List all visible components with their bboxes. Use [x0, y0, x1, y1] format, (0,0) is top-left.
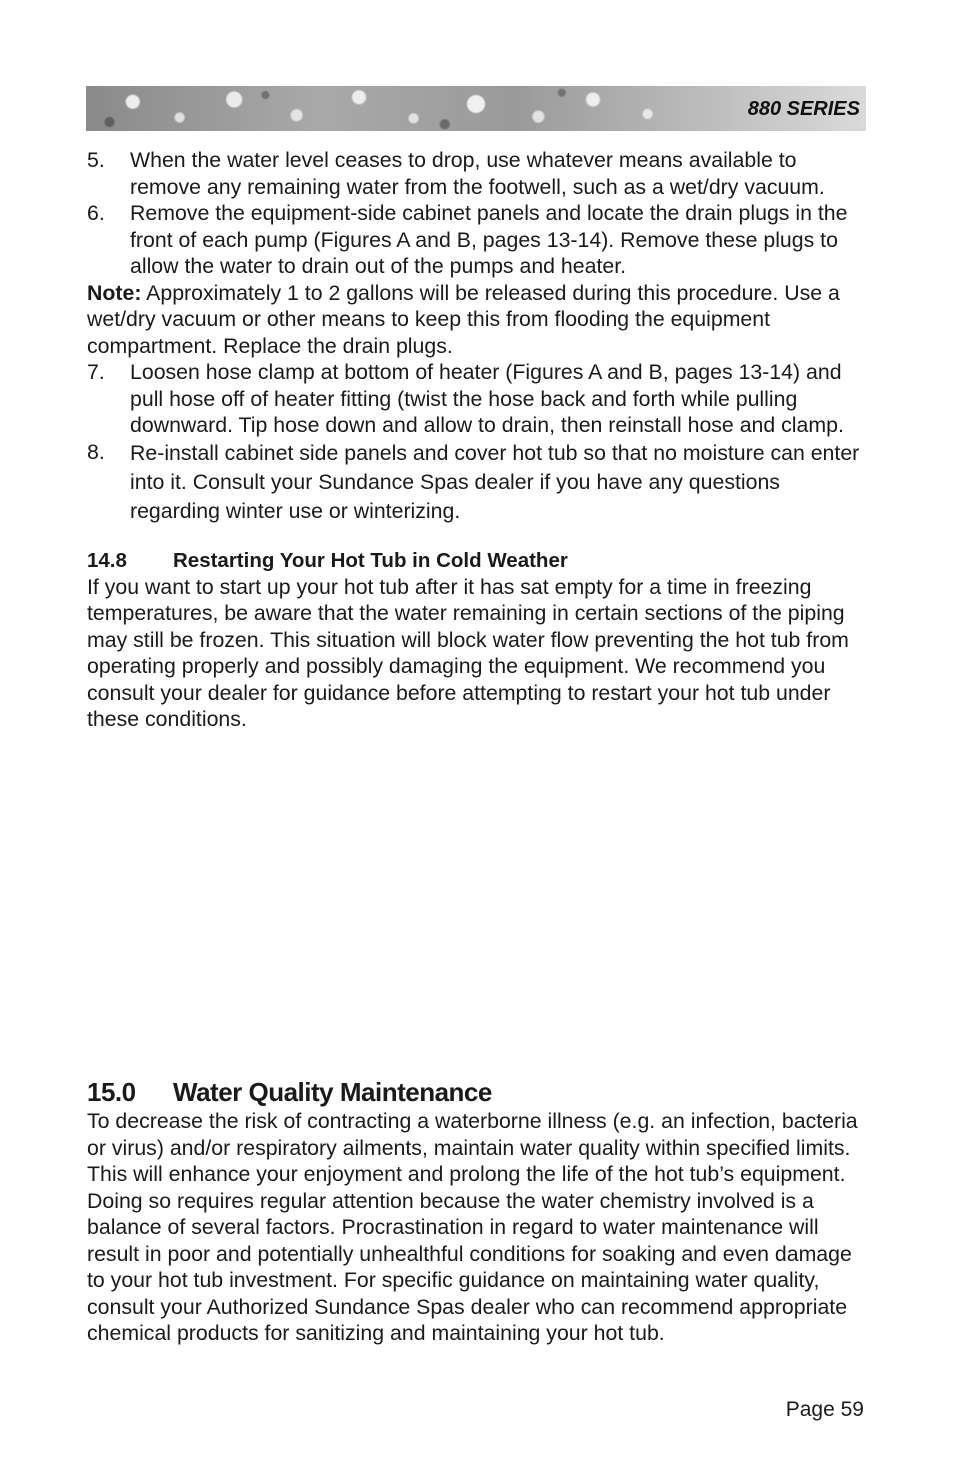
section-15-0 [87, 1076, 867, 1347]
section-heading-14-8 [87, 548, 867, 574]
list-item [87, 147, 867, 200]
list-number: 8. [87, 439, 105, 464]
list-item [87, 359, 867, 439]
list-text: Loosen hose clamp at bottom of heater (Figures A and B, pages 13-14) and pull hose off of heater fitting (twist the hose back and forth while pulling downward. Tip hose down and allow to drain, then reinstall hose and clamp. [130, 360, 844, 437]
main-content [87, 147, 867, 733]
note-paragraph [87, 280, 867, 360]
list-item [87, 200, 867, 280]
section-number: 15.0 [87, 1077, 136, 1107]
note-label: Note: [87, 280, 142, 305]
section-heading-15-0 [87, 1076, 867, 1108]
list-number: 5. [87, 148, 105, 172]
section-title: Restarting Your Hot Tub in Cold Weather [173, 548, 568, 572]
series-title: 880 SERIES [747, 98, 860, 120]
header-banner [86, 86, 866, 131]
note-text: Approximately 1 to 2 gallons will be released during this procedure. Use a wet/dry vacuum or other means to keep this from flooding the equipment compartment. Replace the drain plugs. [87, 280, 840, 358]
page-number: Page 59 [785, 1398, 864, 1421]
list-number: 6. [87, 201, 105, 225]
list-text: Remove the equipment-side cabinet panels and locate the drain plugs in the front of each pump (Figures A and B, pages 13-14). Remove these plugs to allow the water to drain out of the pumps and heater. [130, 201, 848, 278]
section-body: To decrease the risk of contracting a waterborne illness (e.g. an infection, bacteria or virus) and/or respiratory ailments, maintain water quality within specified limits. This will enhance your enjoyment and prolong the life of the hot tub’s equipment. Doing so requires regular attention because the water chemistry involved is a balance of several factors. Procrastination in regard to water maintenance will result in poor and potentially unhealthful conditions for soaking and even damage to your hot tub investment. For specific guidance on maintaining water quality, consult your Authorized Sundance Spas dealer who can recommend appropriate chemical products for sanitizing and maintaining your hot tub. [87, 1109, 858, 1345]
section-body: If you want to start up your hot tub after it has sat empty for a time in freezing temperatures, be aware that the water remaining in certain sections of the piping may still be frozen. This situation will block water flow preventing the hot tub from operating properly and possibly damaging the equipment. We recommend you consult your dealer for guidance before attempting to restart your hot tub under these conditions. [87, 574, 849, 731]
section-title: Water Quality Maintenance [173, 1077, 492, 1107]
list-text: When the water level ceases to drop, use whatever means available to remove any remaining water from the footwell, such as a wet/dry vacuum. [130, 148, 825, 199]
list-text: Re-install cabinet side panels and cover hot tub so that no moisture can enter into it. Consult your Sundance Spas dealer if you have any questions regarding winter use or winterizing. [130, 440, 860, 523]
section-number: 14.8 [87, 548, 127, 572]
list-number: 7. [87, 360, 105, 384]
list-item [87, 439, 867, 526]
